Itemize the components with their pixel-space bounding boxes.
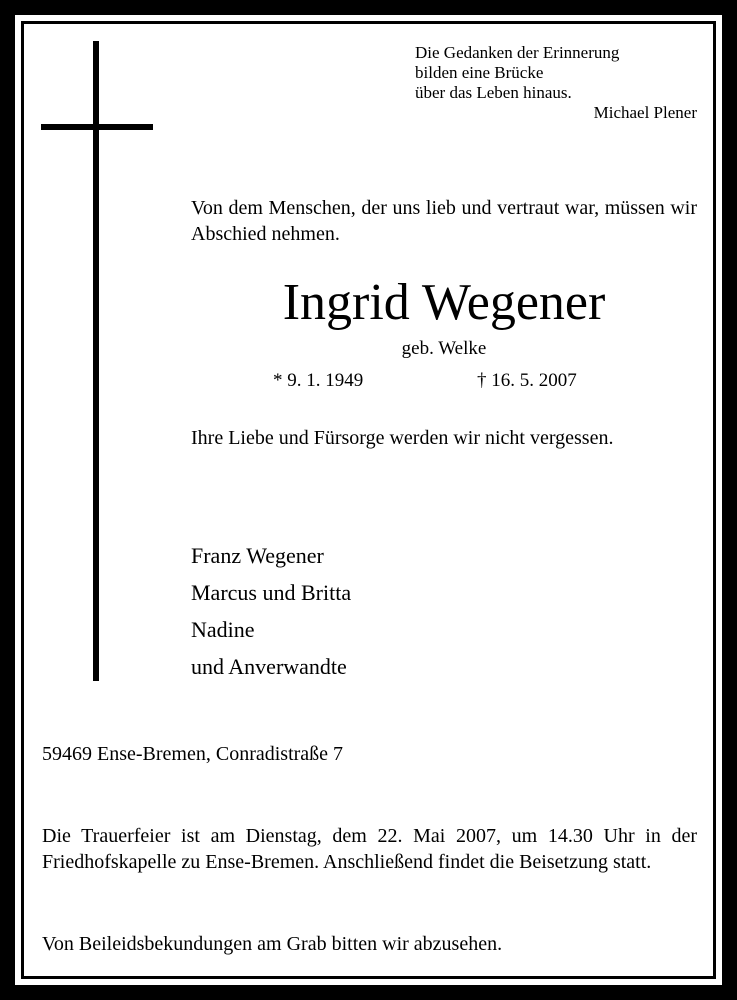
intro-text: Von dem Menschen, der uns lieb und vertraut war, müssen wir Abschied nehmen. <box>191 197 697 245</box>
obituary-notice <box>15 15 722 985</box>
address: 59469 Ense-Bremen, Conradistraße 7 <box>42 743 344 765</box>
quote-line: bilden eine Brücke <box>415 63 544 82</box>
death-date: † 16. 5. 2007 <box>477 370 577 391</box>
mourners-list <box>191 537 697 685</box>
cross-icon <box>93 41 99 681</box>
quote-author: Michael Plener <box>593 103 697 122</box>
memory-text: Ihre Liebe und Fürsorge werden wir nicht vergessen. <box>191 427 614 449</box>
deceased-name: Ingrid Wegener <box>282 274 606 331</box>
service-details: Die Trauerfeier ist am Dienstag, dem 22. Mai 2007, um 14.30 Uhr in der Friedhofskapelle zu Ense-Bremen. Anschließend findet die Beisetzung statt. <box>42 825 697 873</box>
condolence-note: Von Beileidsbekundungen am Grab bitten wir abzusehen. <box>42 933 503 955</box>
mourner-name: Franz Wegener <box>191 543 324 568</box>
quote-line: über das Leben hinaus. <box>415 83 572 102</box>
birth-name: geb. Welke <box>401 338 487 359</box>
memorial-quote <box>415 43 697 123</box>
birth-date: * 9. 1. 1949 <box>273 370 364 391</box>
quote-line: Die Gedanken der Erinnerung <box>415 43 620 62</box>
mourner-name: Nadine <box>191 617 255 642</box>
mourner-name: Marcus und Britta <box>191 580 352 605</box>
mourner-name: und Anverwandte <box>191 654 347 679</box>
cross-icon-bar <box>41 124 153 130</box>
